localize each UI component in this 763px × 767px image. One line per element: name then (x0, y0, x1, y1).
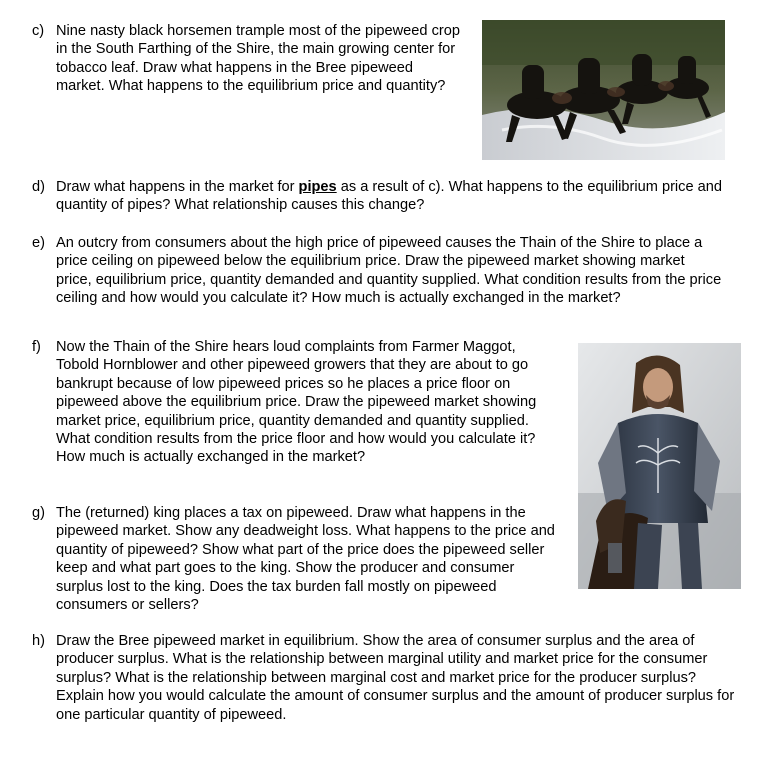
king-photo (578, 343, 741, 589)
question-text-end: as a result of c). What happens to the equilibrium price and quantity of pipes? What relationship causes this change? (56, 179, 722, 214)
question-text: Now the Thain of the Shire hears loud complaints from Farmer Maggot, Tobold Hornblower and other pipeweed growers that they are about to go bankrupt because of low pipeweed prices so he places a price floor on pipeweed above the equilibrium price. Draw the pipeweed market showing market price, equilibrium price, quantity demanded and quantity supplied. What condition results from the price floor and how would you calculate it? How much is actually exchanged in the market? (56, 339, 537, 466)
pipes-emphasis: pipes (298, 179, 337, 195)
question-text: Draw the Bree pipeweed market in equilibrium. Show the area of consumer surplus and the area of producer surplus. What is the relationship between marginal utility and market price for the consumer surplus? What is the relationship between marginal cost and market price for the producer surplus? Explain how you would calculate the amount of consumer surplus and the amount of producer surplus for one particular quantity of pipeweed. (56, 633, 735, 723)
question-e (32, 234, 722, 308)
question-g (32, 504, 562, 614)
question-label: h) (32, 633, 45, 649)
question-label: c) (32, 23, 45, 39)
question-label: d) (32, 179, 45, 195)
question-h (32, 632, 744, 724)
question-text-start: Draw what happens in the market for (56, 179, 299, 195)
horsemen-photo (482, 20, 725, 160)
question-text: The (returned) king places a tax on pipeweed. Draw what happens in the pipeweed market. Show any deadweight loss. What happens to the price and quantity of pipeweed? Show what part of the price does the pipeweed seller keep and what part goes to the king. Show the producer and consumer surplus lost to the king. Does the tax burden fall mostly on pipeweed consumers or sellers? (56, 505, 555, 614)
question-c (32, 22, 462, 96)
question-label: e) (32, 235, 45, 251)
question-f (32, 338, 562, 467)
question-text: Nine nasty black horsemen trample most of the pipeweed crop in the South Farthing of the Shire, the main growing center for tobacco leaf. Draw what happens in the Bree pipeweed market. What happens to the equilibrium price and quantity? (56, 23, 460, 95)
question-label: g) (32, 505, 45, 521)
question-text (56, 178, 737, 215)
question-d (32, 178, 737, 215)
question-label: f) (32, 339, 41, 355)
question-text: An outcry from consumers about the high price of pipeweed causes the Thain of the Shire to place a price ceiling on pipeweed below the equilibrium price. Draw the pipeweed market showing market price, equilibrium price, quantity demanded and quantity supplied. What condition results from the price ceiling and how would you calculate it? How much is actually exchanged in the market? (56, 235, 722, 307)
